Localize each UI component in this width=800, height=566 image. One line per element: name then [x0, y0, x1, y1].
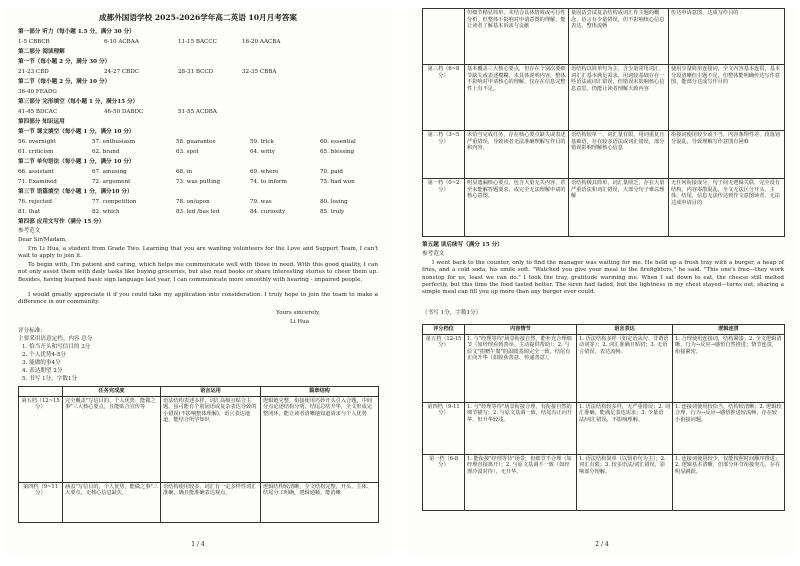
letter-greeting: Dear Sir/Madam,	[18, 237, 67, 243]
reading-answer: 24-27 CBDC	[104, 69, 140, 75]
table-row	[423, 179, 785, 237]
page-number: 2 / 4	[595, 541, 609, 548]
writing-rubric-table-continued	[422, 8, 785, 237]
grammar-answer: 71. Examined	[18, 179, 57, 185]
reading-answer: 28-31 BCCD	[178, 69, 214, 75]
section-continuation-heading: 第五题 读后续写（满分 15 分）	[422, 242, 503, 248]
table-cell: 衔接词使用较少或不当，内容条理性差，段落划分混乱，导致理解写作意图有困难	[669, 131, 785, 179]
listening-answer: 16-20 AACBA	[242, 39, 281, 45]
passage-answer: 77. competition	[92, 199, 137, 205]
table-cell: 语结构极其简单，词汇量匮乏，存在大量严重语法和词汇错误，大部分句子难以理解	[569, 179, 669, 237]
table-cell: 1. 能衔接"经理等待"场景，但细节不合理（如经理直接离开）；2. 与原文基调不一致（如经理冷漠对待），无升华。	[465, 454, 577, 510]
table-cell: 1. 连接词使用较少，仅能按照时间顺序推进；2. 逻辑基本清晰，但部分环节衔接突兀，存在明显跳跃。	[673, 454, 785, 510]
table-cell: 基本覆盖三大核心要点，但存在个别次要细节缺失或表述模糊，未具体说明内容，整体不影响对申请核心的理解，仅存在信息完整性上有不足。	[465, 65, 569, 131]
grammar-answer: 74. to inform	[250, 179, 287, 185]
rubric-item: 3. 能做的事4分	[22, 360, 61, 366]
table-cell: 但细节稍显简单，未结合具体情境或可行性分析，但整体不影响对申请意图的理解，能让读者了解基本诉求与贡献	[465, 9, 569, 65]
passage-answer: 78. on/upon	[176, 199, 210, 205]
table-cell: 语结构以简单句为主，含少量常用词汇，词汇汇基本满足需求，用词较基础存在一些语法或词汇错误，但错误未影响核心信息意思，仍能让读者理解大致内容	[569, 65, 669, 131]
section-reading-part1-heading: 第一节（每小题 2 分，满分 30 分）	[18, 59, 111, 65]
passage-answer: 83. led /has led	[176, 209, 220, 215]
table-cell: 语结构较单一，词汇量有限，用词重复且基础语，存在较多语法或词汇错误，部分错误影响理解核心信息	[569, 131, 669, 179]
section-reading-part2-heading: 第二节（每小题 2 分，满分 10 分）	[18, 79, 111, 85]
fill-answer: 63. spot	[176, 149, 199, 155]
rubric-item: 2. 个人优势4-5分	[22, 352, 67, 358]
cloze-answer: 41-45 BDCAC	[18, 109, 58, 115]
listening-answer: 11-15 BACCC	[178, 39, 217, 45]
section-grammar-heading: 第二节 单句语法（每小题 1 分，满分 10 分）	[18, 159, 135, 165]
level-cell: 第一档（0~2分）	[423, 179, 465, 237]
table-row	[423, 9, 785, 65]
fill-answer: 61. criticism	[18, 149, 54, 155]
listening-answer: 6-10 ACBAA	[104, 39, 139, 45]
section-fill-heading: 第一节 课文填空（每小题 1 分，满分 10 分）	[18, 129, 135, 135]
section-writing-heading: 第四部 应用文写作（满分 15 分）	[18, 219, 105, 225]
table-cell: 未恰当完成任务，存在核心要点缺失或表述严重错误，导致读者无法准确理解写作目的和内容。	[465, 131, 569, 179]
table-header-row	[423, 325, 785, 335]
level-cell: 第五档（12~15分）	[19, 396, 63, 482]
letter-paragraph: I would greatly appreciate it if you could take my application into consideration. I truly hope to join the team to make a difference in our community.	[18, 292, 378, 306]
section-reading-heading: 第二部分 阅读理解	[18, 49, 65, 55]
grammar-answer: 73. was putting	[176, 179, 221, 185]
passage-answer: 79. was	[250, 199, 272, 205]
rubric-item: 1. 恰当开头和写信目的 3分	[22, 344, 91, 350]
table-cell: 使用少量简单连接词，全文内容基本连贯，基本分段清晰但主题不足，但整体能明确传达写作意图，能部分达成写作目的	[669, 65, 785, 131]
table-cell: 完全覆盖"写信目的、个人优势、能做之事"三大核心要点，且能贴合宣传等	[63, 396, 161, 482]
reference-label: 参考范文	[18, 228, 41, 234]
table-header-cell: 任务完成度	[63, 387, 161, 397]
table-cell: 逻辑链完整，衔接使用巧妙开头引入合题，中间分点论述结构分明，结尾总结升华，全文形成完整闭环，能让读者清晰地知道请求与个人优势	[261, 396, 379, 482]
page-number: 1 / 4	[191, 541, 205, 548]
table-row	[423, 454, 785, 510]
table-row	[423, 65, 785, 131]
fill-answer: 57. enthusiasm	[92, 139, 136, 145]
table-header-cell: 篇章结构	[261, 387, 379, 397]
passage-answer: 80. losing	[320, 199, 348, 205]
grammar-answer: 67. amusing	[92, 169, 127, 175]
fill-answer: 59. trick	[250, 139, 274, 145]
table-row	[19, 396, 379, 482]
table-cell: 1. 与"经理等待"场景衔接合理，有衔接自然的细节描写；2. 与原文基调一致，结尾有正向升华，但升华较浅。	[465, 402, 577, 454]
level-cell: 第二档（3~5分）	[423, 131, 465, 179]
grammar-answer: 68. in	[176, 169, 193, 175]
page-title: 成都外国语学校 2025-2026学年高二英语 10月月考答案	[99, 13, 297, 22]
table-cell: 1. 语法结构简单（以简单句为主）；2. 词汇有限；3. 较多语法/词汇错误，影响部分理解。	[577, 454, 673, 510]
passage-answer: 84. curiosity	[250, 209, 286, 215]
continuation-rubric-table	[422, 324, 785, 511]
grammar-answer: 75. had won	[320, 179, 355, 185]
fill-answer: 62. brand	[92, 149, 120, 155]
fill-answer: 60. essential	[320, 139, 356, 145]
table-header-cell: 逻辑连贯	[673, 325, 785, 335]
table-cell: 1. 语法结构多样（如定语从句、非谓语动词等）；2. 词汇准确且贴切；3. 无语言错误，表达流畅。	[577, 334, 673, 402]
reading-answer: 32-35 CBBA	[242, 69, 277, 75]
table-row	[423, 334, 785, 402]
grammar-answer: 72. argument	[92, 179, 131, 185]
passage-answer: 81. that	[18, 209, 41, 215]
table-cell: 无任何衔接成分，句子间无逻辑关联，完全没有结构，内容零散混乱，全文无法区分开头、主体、结尾，信息无法传达到作文意图读者，无法达成申请目的	[669, 179, 785, 237]
reading-answer: 21-23 CBD	[18, 69, 49, 75]
table-cell: 1. 语法结构较多样，无严重错误；2. 词汇准确，能满足表达需求；3. 少量语法/词汇错误，不影响理解。	[577, 402, 673, 454]
reference-label: 参考范文	[422, 251, 445, 257]
table-cell: 语法结构表述多样，词汇高级且贴合主题，虽可能有个别固语或复杂表达导致的小错误(不影响整体理解)，语言表达地道，能结合所学知识	[161, 396, 261, 482]
cloze-answer: 51-55 ACDBA	[178, 109, 217, 115]
section-usage-heading: 第四部分 知识运用	[18, 119, 65, 125]
fill-answer: 58. guarantee	[176, 139, 216, 145]
grammar-answer: 70. paid	[320, 169, 343, 175]
letter-closing: Yours sincerely,	[276, 310, 321, 316]
level-cell: 第四档（9~11分）	[19, 482, 63, 522]
table-cell: 逻辑结构较清晰，全文结构完整，开头、主体、结尾分工明确，逻辑通顺，能消晰	[261, 482, 379, 522]
story-paragraph: I went back to the counter, only to find the manager was waiting for me. He held up a fresh tray with a burger, a heap of fries, and a cold soda, his smile soft. "Watched you give your meal to the firefighters," he said. "This one's free—they work nonstop for us, least we can do." I took the tray, gratitude warming me. When I sat down to eat, the cheese still melted perfectly, but this time the food tasted better. The siren had faded, but the lightness in my chest stayed—turns out, sharing a simple meal can fill you up more than any burger ever could.	[422, 260, 784, 296]
letter-paragraph: To begin with, I'm patient and caring, which helps me communicate well with those in need. With this good quality, I can not only assist them with daily tasks like buying groceries, but also read books or share interesting stories to cheer them up. Besides, having learned basic sign language last year, I can communicate more smoothly with hearing - impaired people.	[18, 262, 378, 283]
table-cell: 量固话尝试复杂结构或词汇作主题的概念，语言有少量错误，但不影响核心信息表达，整体流畅	[569, 9, 669, 65]
level-cell: 第四档（9-11 分）	[423, 402, 465, 454]
rubric-item: 主要采用语意定档。内容 总分	[18, 336, 93, 342]
table-header-cell: 内容情节	[465, 325, 577, 335]
rubric-item: 4. 表达期望 2分	[22, 368, 63, 374]
table-header-row	[19, 387, 379, 397]
fill-answer: 56. overnight	[18, 139, 57, 145]
table-header-cell	[19, 387, 63, 397]
level-cell: 第一档（6-8 分）	[423, 454, 465, 510]
fill-answer: 64. witty	[250, 149, 275, 155]
table-cell: 涵盖"写信目的，个人优势，能做之事"三大要点，无核心信息缺失，	[63, 482, 161, 522]
table-header-cell: 语言运用	[161, 387, 261, 397]
letter-paragraph: I'm Li Hua, a student from Grade Two. Learning that you are wanting volunteers for the Love and Support Team, I can't wait to apply to join it.	[18, 246, 378, 260]
level-cell: 第三档（6~8分）	[423, 65, 465, 131]
page-2	[408, 6, 796, 556]
table-header-cell: 语言表达	[577, 325, 673, 335]
table-row	[19, 482, 379, 522]
table-cell: 传达申请意图，达成写作目的	[669, 9, 785, 65]
cloze-answer: 46-50 DABDC	[104, 109, 144, 115]
rubric-title: 评分标准：	[18, 328, 46, 334]
page-1	[4, 6, 392, 556]
writing-rubric-table	[18, 386, 379, 523]
table-cell: 明显遗漏核心要点，包含大量无关内容，甚至未能解答题要求，或完全无法理解申请的核心意图。	[465, 179, 569, 237]
section-passage-heading: 第三节 语篇填空（每小题 1 分，满分10 分）	[18, 189, 133, 195]
table-cell: 1. 与"经理等待"场景衔接自然，能补充合理细节（如经理看到善举、主动提供帮助）；2. 与原文"捐赠午餐"的温暖基调完全一致，结尾有正向升华（如收获善意、传递善意）。	[465, 334, 577, 402]
table-header-cell: 评分档位	[423, 325, 465, 335]
listening-answer: 1-5 CBBCB	[18, 39, 50, 45]
fill-answer: 65. blessing	[320, 149, 355, 155]
rubric-item: 5. 书写 1分，字数1分	[22, 376, 78, 382]
passage-answer: 85. truly	[320, 209, 345, 215]
table-row	[423, 402, 785, 454]
section-listening-heading: 第一部分 听力（每小题 1.5 分，满分 30 分）	[18, 29, 135, 35]
level-cell: 第五档（12-15 分）	[423, 334, 465, 402]
grammar-answer: 69. where	[250, 169, 279, 175]
letter-signature: Li Hua	[290, 319, 310, 325]
scoring-note: （书写 1分，字数1分）	[422, 310, 482, 316]
table-cell: 语结构使用较多，词汇有一定多样性词汇准确，确且能准确表达观点，	[161, 482, 261, 522]
passage-answer: 82. which	[92, 209, 120, 215]
table-row	[423, 131, 785, 179]
passage-answer: 76. rejected	[18, 199, 52, 205]
section-cloze-heading: 第三部分 完形填空（每小题 1 分，满分15 分）	[18, 99, 139, 105]
reading2-answer: 36-40 FEADG	[18, 89, 57, 95]
grammar-answer: 66. assistant	[18, 169, 54, 175]
level-cell	[423, 9, 465, 65]
table-cell: 1. 合理使用连接词，结构紧凑；2. 全文逻辑清晰，行为→反应→感悟自然推进；情节连贯，衔接紧密。	[673, 334, 785, 402]
table-cell: 1. 连接词使用较恰当，结构较清晰；2. 逻辑较合理，行为→反应→感悟推进较流畅，存在较小衔接问题。	[673, 402, 785, 454]
